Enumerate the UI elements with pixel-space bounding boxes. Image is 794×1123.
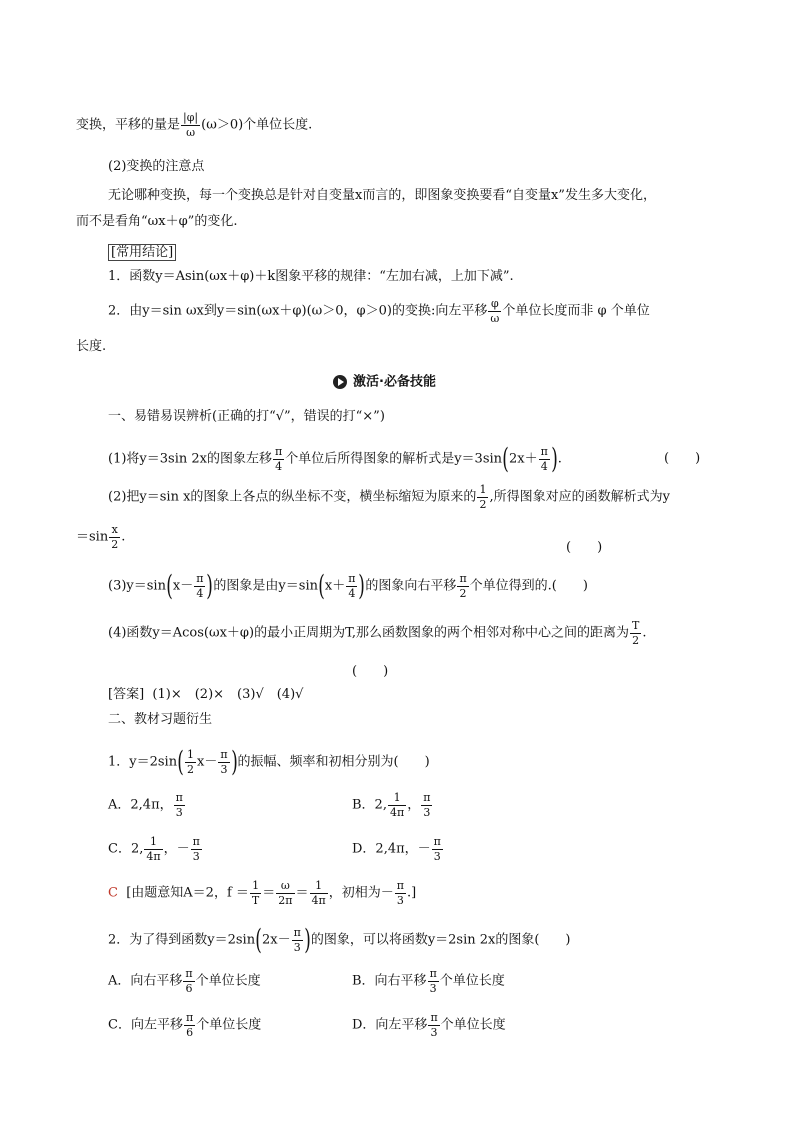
fraction-numerator: 1 [479, 483, 487, 496]
fraction-denominator: 6 [186, 1025, 194, 1039]
solution-eq: ＝ [262, 885, 276, 901]
solution-eq: ＝ [295, 885, 309, 901]
fraction-denominator: 3 [293, 940, 301, 954]
q1-mid: 个单位后所得图象的解析式是y＝3sin [285, 451, 503, 467]
left-paren: ( [502, 442, 509, 475]
fraction-numerator: 1 [187, 747, 195, 761]
p2-option-b[interactable] [352, 968, 505, 994]
fraction-numerator: π [540, 444, 548, 458]
p1-option-d[interactable] [352, 836, 444, 862]
fraction [250, 880, 261, 906]
fraction-numerator: π [220, 747, 228, 761]
fraction [388, 792, 406, 818]
answer-label: [答案] [108, 687, 145, 702]
fraction [477, 484, 488, 510]
option-text-after: 个单位长度 [440, 1017, 506, 1033]
fraction-denominator: 2 [632, 633, 640, 647]
fraction-denominator: 4 [275, 459, 283, 473]
note-title: (2)变换的注意点 [108, 159, 205, 174]
fraction-numerator: π [185, 1011, 194, 1024]
fraction [109, 524, 120, 550]
part2-title: 二、教材习题衍生 [108, 712, 213, 727]
left-paren: ( [318, 569, 325, 602]
q2-after: ,所得图象对应的函数解析式为y [489, 489, 670, 505]
answer-blank-2[interactable]: ( ) [566, 540, 603, 555]
part1-title: 一、易错易误辨析(正确的打“√”，错误的打“×”) [108, 409, 385, 424]
solution-mid: ，初相为－ [328, 885, 394, 901]
fraction-denominator: 2 [187, 762, 195, 776]
fraction-denominator: 2 [111, 537, 119, 551]
section-title [333, 375, 436, 389]
option-text: D．向左平移 [352, 1017, 428, 1033]
fraction [218, 749, 229, 775]
fraction [421, 792, 432, 818]
option-text: B．2, [352, 797, 387, 813]
solution-letter: C [108, 885, 118, 901]
q1-inner: 2x＋ [508, 451, 538, 467]
fraction-numerator: 1 [310, 880, 328, 894]
left-paren: ( [177, 745, 184, 778]
q3-mid: 的图象是由y＝sin [213, 578, 318, 594]
fraction [276, 880, 294, 906]
fraction [191, 836, 202, 862]
fraction [194, 573, 205, 599]
option-text: A．2,4π， [108, 797, 173, 813]
fraction [181, 112, 200, 138]
option-text: B．向右平移 [352, 973, 427, 989]
fraction-numerator: π [429, 967, 437, 980]
fraction-denominator: 4π [389, 805, 405, 819]
option-sep: ， [407, 797, 421, 813]
p1-option-b[interactable] [352, 792, 433, 818]
left-paren: ( [166, 569, 173, 602]
intro-line [76, 112, 312, 138]
p1-solution [108, 880, 416, 906]
left-paren: ( [255, 923, 262, 956]
problem-1 [108, 745, 430, 778]
fraction [432, 836, 443, 862]
option-text: C．2, [108, 841, 144, 857]
q2-text: (2)把y＝sin x的图象上各点的纵坐标不变，横坐标缩短为原来的 [108, 489, 477, 505]
question-4 [108, 620, 646, 646]
q3-inner-1: x－ [172, 578, 194, 594]
fraction-denominator: 3 [429, 981, 437, 995]
conclusion-2-text-after: 个单位长度而非 φ 个单位 [502, 303, 650, 319]
q4-after: . [642, 625, 647, 641]
option-text-after: 个单位长度 [196, 1017, 262, 1033]
fraction [183, 968, 194, 994]
fraction [488, 298, 501, 324]
answer-blank-4[interactable]: ( ) [352, 664, 389, 679]
problem-2 [108, 923, 571, 956]
p1-inner: x－ [197, 754, 218, 770]
conclusion-2-cont: 长度. [76, 339, 107, 354]
fraction-denominator: 3 [175, 805, 183, 819]
conclusion-1: 1．函数y＝Asin(ωx＋φ)＋k图象平移的规律：“左加右减，上加下减”. [108, 269, 514, 284]
right-paren: ) [304, 923, 311, 956]
fraction-denominator: 4π [311, 893, 326, 907]
q3-mid-2: 的图象向右平移 [365, 578, 457, 594]
fraction-denominator: 4 [540, 459, 548, 473]
fraction-denominator: 2 [479, 497, 487, 511]
option-text: D．2,4π，－ [352, 841, 431, 857]
q3-after: 个单位得到的.( ) [469, 578, 588, 594]
fraction-numerator: π [423, 791, 431, 804]
option-sep: ，－ [163, 841, 190, 857]
p2-option-c[interactable] [108, 1012, 261, 1038]
q2-line2-text: ＝sin [76, 529, 109, 545]
fraction-denominator: 4 [196, 586, 204, 600]
intro-text: 变换，平移的量是 [76, 117, 181, 133]
note-line-1: 无论哪种变换，每一个变换总是针对自变量x而言的，即图象变换要看“自变量x”发生多大变化， [108, 188, 656, 203]
fraction [292, 927, 303, 953]
fraction-denominator: 4 [348, 586, 356, 600]
fraction-numerator: π [192, 835, 200, 848]
fraction-numerator: 1 [250, 880, 261, 894]
fraction-numerator: ω [276, 880, 294, 894]
solution-text: [由题意知A＝2，f ＝ [126, 885, 249, 901]
conclusion-label [108, 244, 176, 261]
right-paren: ) [230, 745, 238, 778]
fraction [457, 573, 468, 599]
q1-after: . [557, 451, 562, 467]
fraction-denominator: T [251, 893, 260, 907]
q3-text: (3)y＝sin [108, 578, 166, 594]
fraction-denominator: 4π [146, 849, 161, 863]
fraction [428, 1012, 439, 1038]
fraction-denominator: 2 [459, 586, 467, 600]
fraction-numerator: 1 [388, 792, 406, 806]
fraction-numerator: π [433, 835, 441, 848]
fraction-numerator: π [274, 444, 283, 458]
fraction-numerator: x [109, 524, 120, 538]
q1-text: (1)将y＝3sin 2x的图象左移 [108, 451, 272, 467]
fraction-numerator: T [632, 619, 640, 632]
fraction-denominator: ω [186, 125, 196, 139]
right-paren: ) [358, 569, 366, 602]
question-1 [108, 442, 562, 475]
option-text: C．向左平移 [108, 1017, 183, 1033]
section-title-text: 激活·必备技能 [353, 374, 436, 390]
conclusion-2 [108, 298, 650, 324]
fraction [310, 880, 328, 906]
p2-option-a[interactable] [108, 968, 261, 994]
p2-option-d[interactable] [352, 1012, 506, 1038]
fraction-numerator: 1 [144, 836, 162, 850]
fraction-numerator: π [185, 967, 193, 980]
fraction [273, 446, 284, 472]
fraction-numerator: π [293, 925, 301, 939]
solution-after: .] [407, 885, 417, 901]
option-text: A．向右平移 [108, 973, 183, 989]
answer-blank-1[interactable]: ( ) [664, 451, 701, 466]
fraction-denominator: 6 [185, 981, 193, 995]
fraction-numerator: π [430, 1011, 438, 1024]
play-circle-icon [333, 375, 347, 389]
fraction [185, 749, 196, 775]
fraction-denominator: 3 [430, 1025, 438, 1039]
question-2-cont [76, 524, 125, 550]
q4-text: (4)函数y＝Acos(ωx＋φ)的最小正周期为T,那么函数图象的两个相邻对称中心之间的距离为 [108, 625, 629, 641]
answer-line [108, 688, 303, 701]
p2-after: 的图象，可以将函数y＝2sin 2x的图象( ) [310, 932, 571, 948]
conclusion-label-text: [常用结论] [108, 244, 176, 261]
right-paren: ) [206, 569, 214, 602]
p1-option-c[interactable] [108, 836, 203, 862]
fraction [395, 880, 406, 906]
p2-text: 2．为了得到函数y＝2sin [108, 932, 256, 948]
option-text-after: 个单位长度 [439, 973, 505, 989]
fraction-numerator: π [196, 571, 204, 585]
p1-after: 的振幅、频率和初相分别为( ) [237, 754, 430, 770]
p1-text: 1．y＝2sin [108, 754, 178, 770]
fraction-numerator: φ [488, 298, 501, 312]
fraction [346, 573, 357, 599]
fraction-denominator: ω [490, 311, 500, 325]
fraction-numerator: π [459, 571, 467, 585]
note-line-2: 而不是看角“ωx＋φ”的变化. [76, 214, 238, 229]
option-text-after: 个单位长度 [195, 973, 261, 989]
fraction-denominator: 2π [278, 893, 293, 907]
question-2 [108, 484, 670, 510]
fraction-denominator: 3 [220, 762, 228, 776]
fraction [174, 792, 185, 818]
q2-line2-after: . [121, 529, 126, 545]
fraction [539, 446, 550, 472]
answer-text: (1)× (2)× (3)√ (4)√ [152, 687, 304, 702]
fraction [184, 1012, 195, 1038]
fraction-denominator: 3 [396, 893, 404, 907]
fraction-denominator: 3 [423, 805, 431, 819]
fraction-numerator: π [175, 791, 183, 804]
fraction-denominator: 3 [433, 849, 441, 863]
fraction [630, 620, 641, 646]
fraction-numerator: |φ| [183, 111, 199, 124]
q3-inner-2: x＋ [324, 578, 346, 594]
question-3 [108, 569, 588, 602]
fraction-denominator: 3 [192, 849, 200, 863]
fraction [428, 968, 439, 994]
p1-option-a[interactable] [108, 792, 186, 818]
fraction-numerator: π [348, 571, 356, 585]
fraction [144, 836, 162, 862]
conclusion-2-text: 2．由y＝sin ωx到y＝sin(ωx＋φ)(ω＞0，φ＞0)的变换:向左平移 [108, 303, 488, 319]
right-paren: ) [551, 442, 558, 475]
intro-text-after: (ω＞0)个单位长度. [201, 117, 313, 133]
fraction-numerator: π [396, 879, 404, 892]
p2-inner: 2x－ [262, 932, 291, 948]
